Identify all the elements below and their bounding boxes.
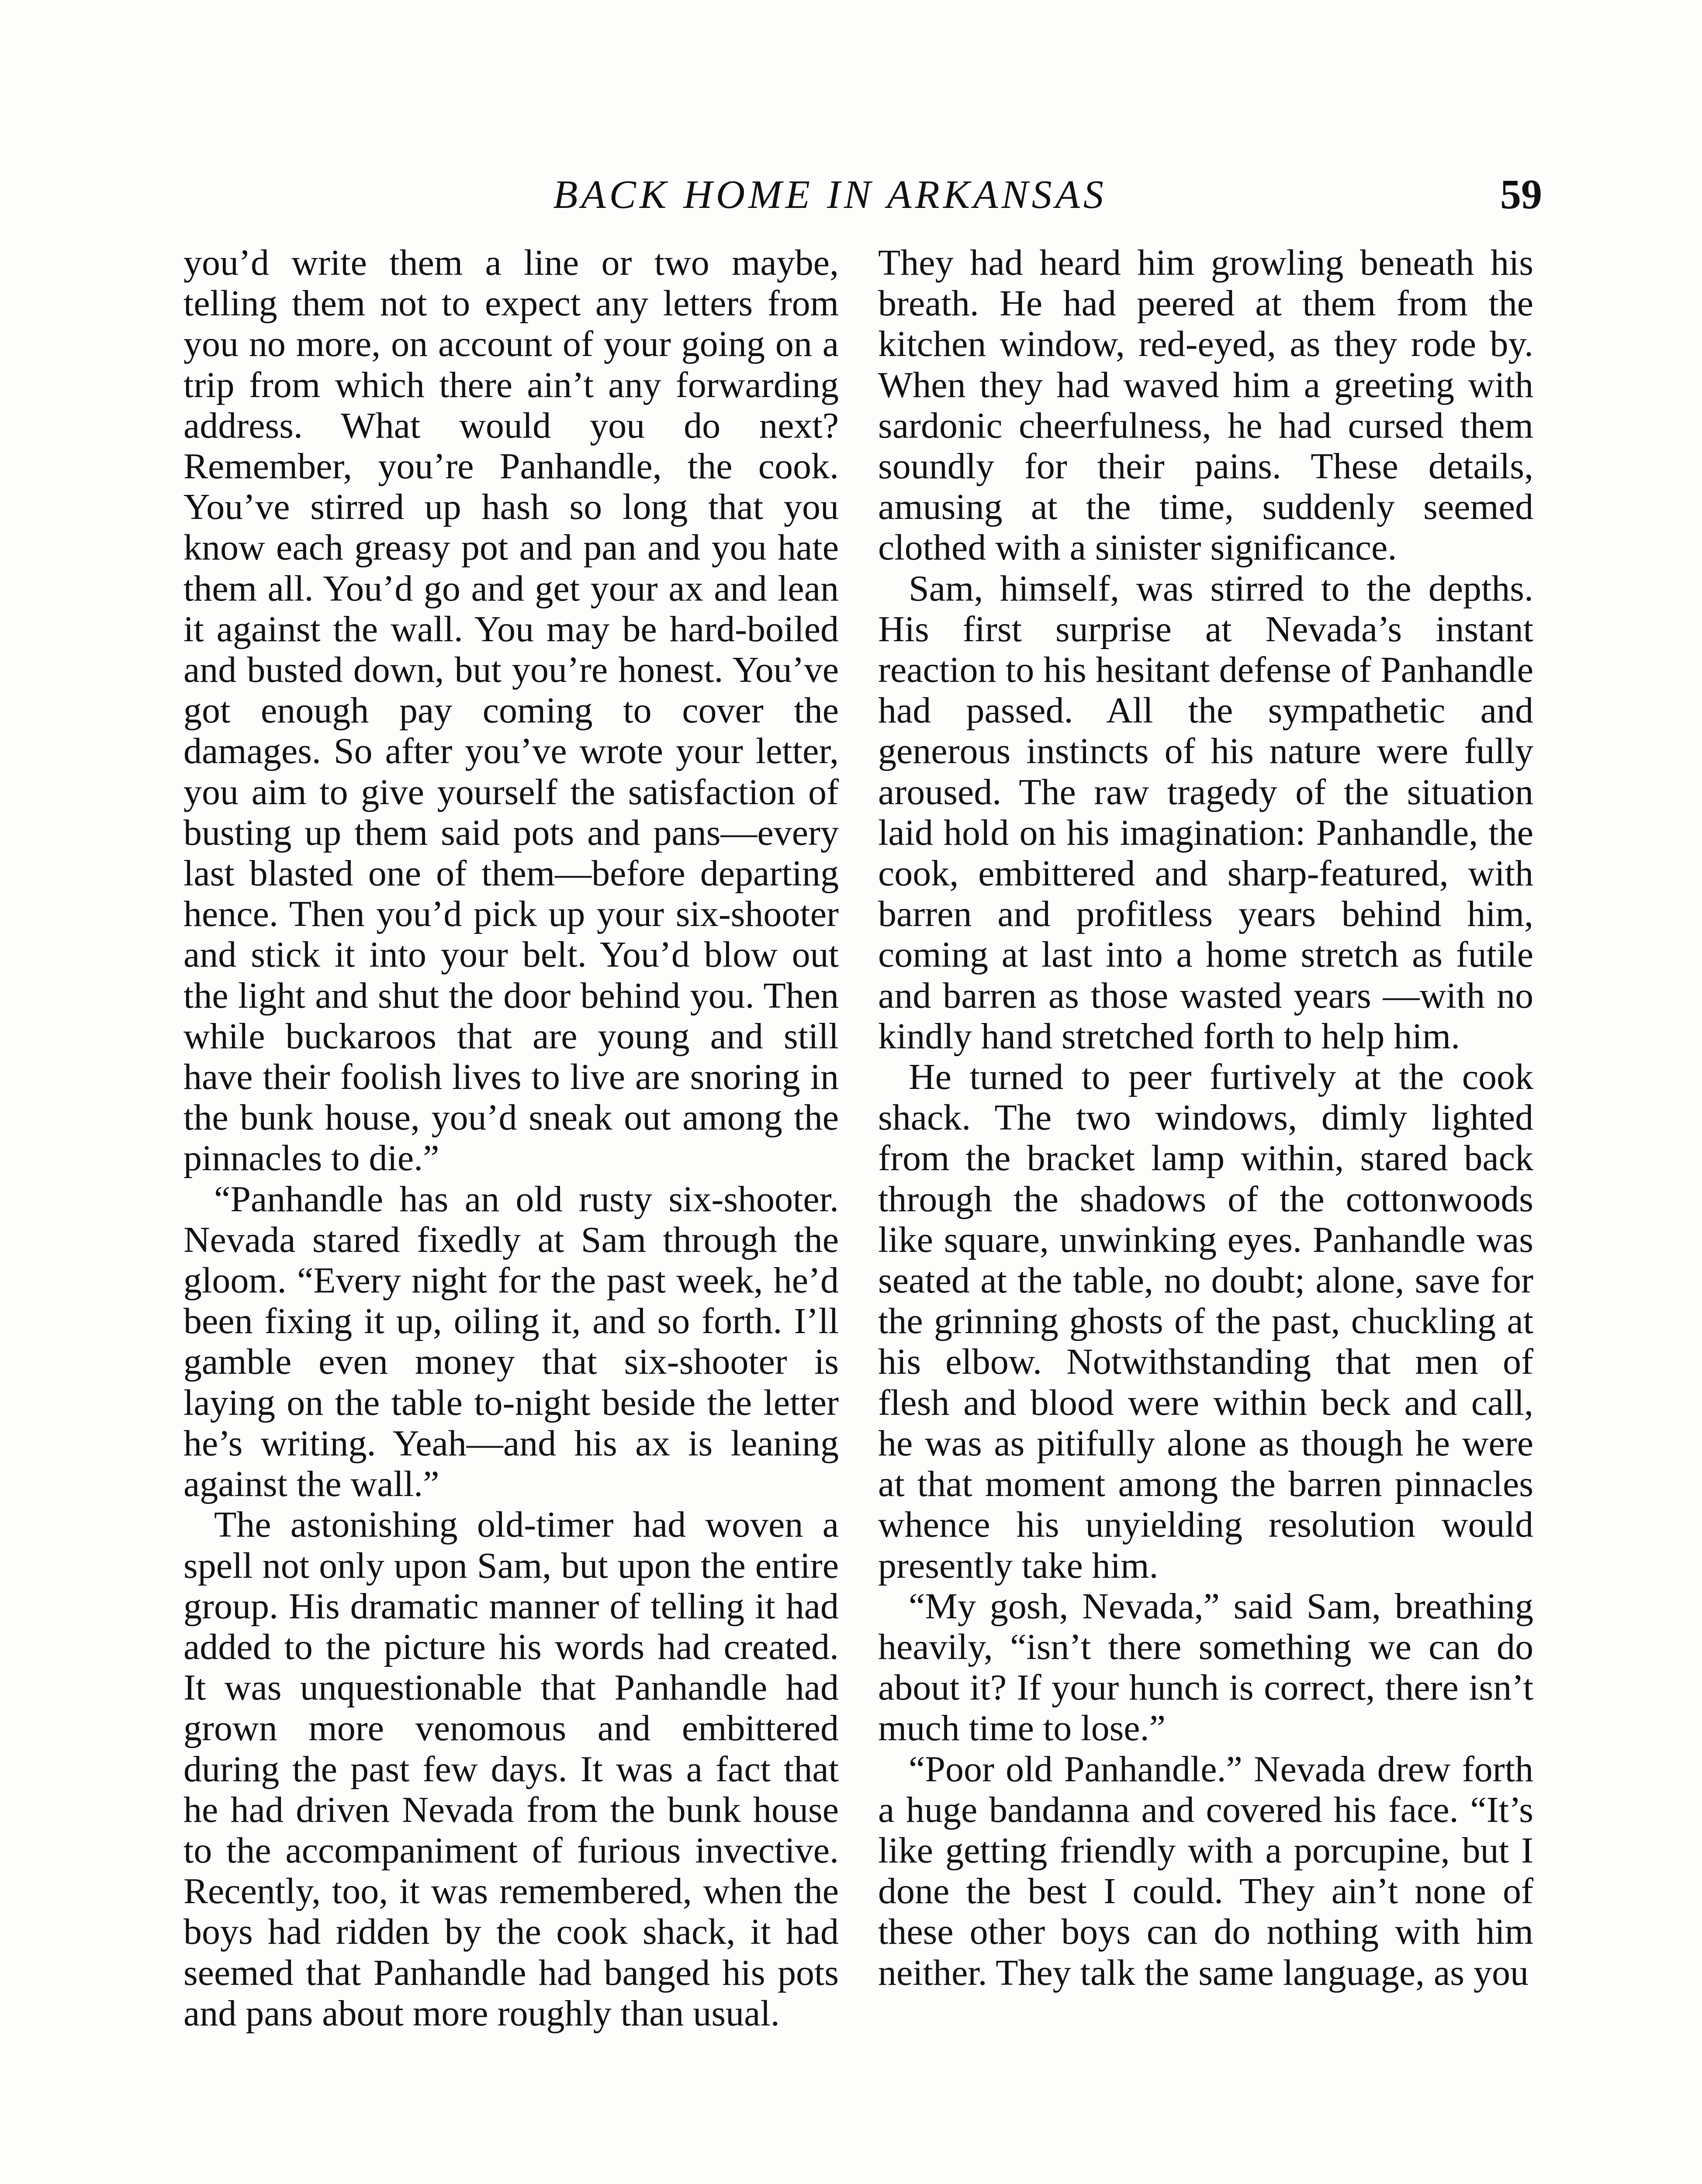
paragraph: He turned to peer furtively at the cook shack. The two windows, dimly lighted from the bracket lamp within, stared back through the shadows of the cottonwoods like square, unwinking eyes. Panhandle was seated at the table, no doubt; alone, save for the grinning ghosts of the past, chuckling at his elbow. Notwithstanding that men of flesh and blood were within beck and call, he was as pitifully alone as though he were at that moment among the barren pinnacles whence his unyielding resolution would presently take him. [878, 1057, 1533, 1586]
running-title: BACK HOME IN ARKANSAS [553, 172, 1107, 217]
paragraph: The astonishing old-timer had woven a spell not only upon Sam, but upon the entire group. His dramatic manner of telling it had added to the picture his words had created. It was unquestionable that Panhandle had grown more venomous and embittered during the past few days. It was a fact that he had driven Nevada from the bunk house to the accompaniment of furious invective. Recently, too, it was remembered, when the boys had ridden by the cook shack, it had seemed that Panhandle had banged his pots and pans about more roughly than usual. [183, 1504, 839, 2034]
paragraph: “Poor old Panhandle.” Nevada drew forth a huge bandanna and covered his face. “It’s like getting friendly with a porcupine, but I done the best I could. They ain’t none of these other boys can do nothing with him neither. They talk the same language, as you [878, 1749, 1533, 1993]
paragraph: They had heard him growling beneath his breath. He had peered at them from the kitchen window, red-eyed, as they rode by. When they had waved him a greeting with sardonic cheerfulness, he had cursed them soundly for their pains. These details, amusing at the time, suddenly seemed clothed with a sinister significance. [878, 242, 1533, 568]
page-number: 59 [1500, 171, 1542, 218]
paragraph: “Panhandle has an old rusty six-shooter. Nevada stared fixedly at Sam through the gloom. “Every night for the past week, he’d been fixing it up, oiling it, and so forth. I’ll gamble even money that six-shooter is laying on the table to-night beside the letter he’s writing. Yeah—and his ax is leaning against the wall.” [183, 1178, 839, 1505]
paragraph: you’d write them a line or two maybe, telling them not to expect any letters from you no more, on account of your going on a trip from which there ain’t any forwarding address. What would you do next? Remember, you’re Panhandle, the cook. You’ve stirred up hash so long that you know each greasy pot and pan and you hate them all. You’d go and get your ax and lean it against the wall. You may be hard-boiled and busted down, but you’re honest. You’ve got enough pay coming to cover the damages. So after you’ve wrote your letter, you aim to give yourself the satisfaction of busting up them said pots and pans—every last blasted one of them—before departing hence. Then you’d pick up your six-shooter and stick it into your belt. You’d blow out the light and shut the door behind you. Then while buckaroos that are young and still have their foolish lives to live are snoring in the bunk house, you’d sneak out among the pinnacles to die.” [183, 242, 839, 1179]
left-column [183, 242, 839, 2034]
paragraph: Sam, himself, was stirred to the depths. His first surprise at Nevada’s instant reaction to his hesitant defense of Panhandle had passed. All the sympathetic and generous instincts of his nature were fully aroused. The raw tragedy of the situation laid hold on his imagination: Panhandle, the cook, embittered and sharp-featured, with barren and profitless years behind him, coming at last into a home stretch as futile and barren as those wasted years —with no kindly hand stretched forth to help him. [878, 568, 1533, 1057]
paragraph: “My gosh, Nevada,” said Sam, breathing heavily, “isn’t there something we can do about it? If your hunch is correct, there isn’t much time to lose.” [878, 1586, 1533, 1749]
right-column [878, 242, 1533, 1993]
running-head [0, 168, 1702, 221]
